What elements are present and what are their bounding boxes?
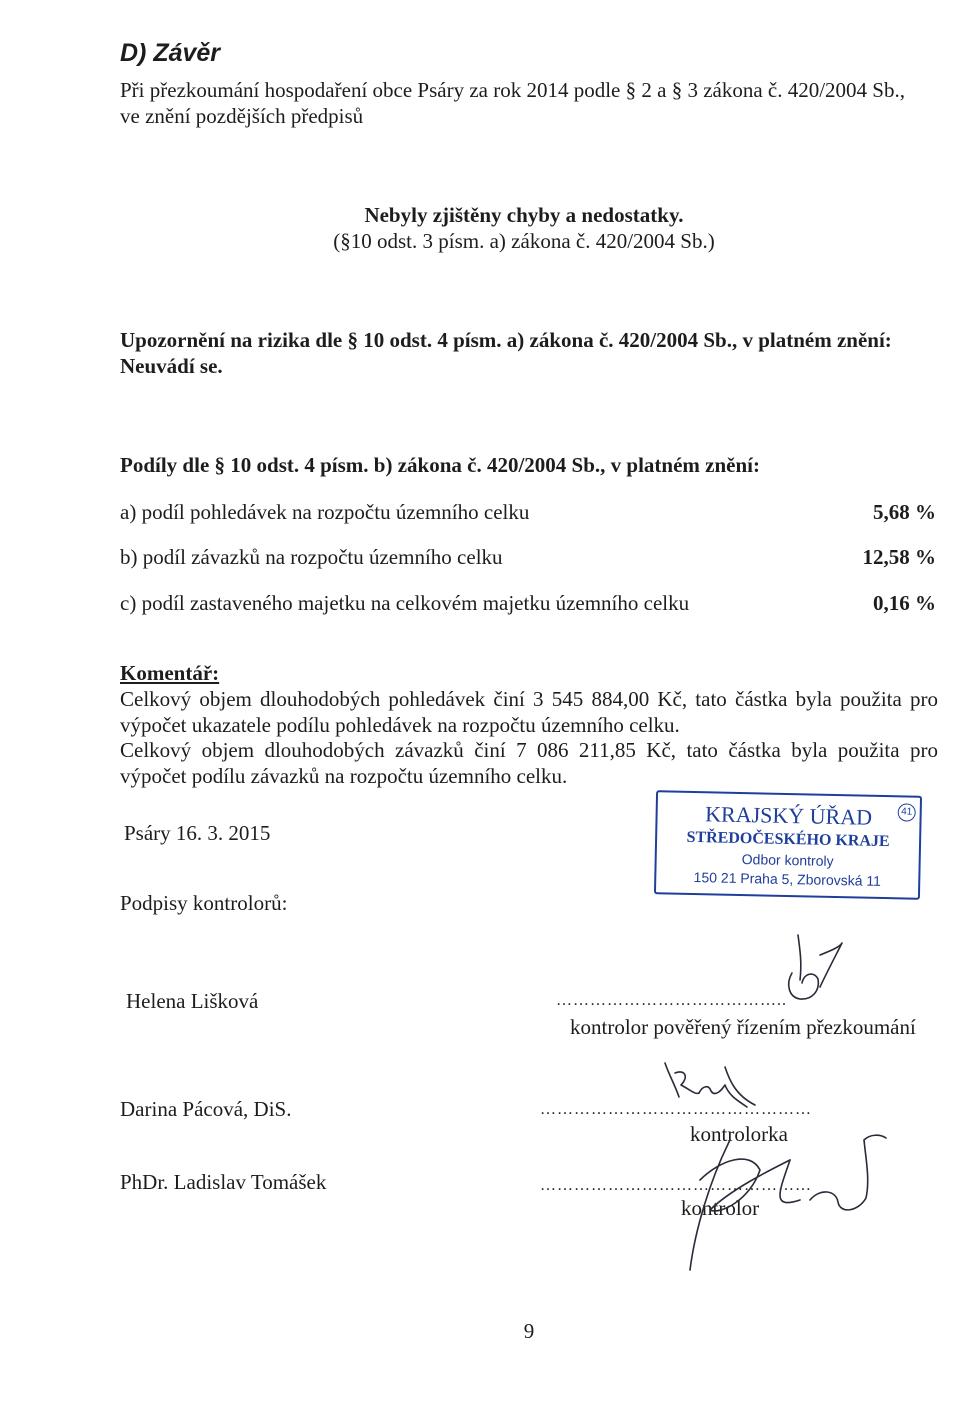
stamp-line-1: KRAJSKÝ ÚŘAD xyxy=(704,801,873,830)
result-line-1: Nebyly zjištěny chyby a nedostatky. xyxy=(364,203,684,227)
intro-line-1: Při přezkoumání hospodaření obce Psáry za rok 2014 podle § 2 a § 3 zákona č. 420/2004 Sb., xyxy=(120,78,905,102)
place-date: Psáry 16. 3. 2015 xyxy=(124,821,271,845)
share-value-a: 5,68 % xyxy=(873,500,936,524)
risks-line-1: Upozornění na rizika dle § 10 odst. 4 písm. a) zákona č. 420/2004 Sb., v platném znění: xyxy=(120,328,892,352)
share-label-c: c) podíl zastaveného majetku na celkovém majetku územního celku xyxy=(120,591,690,615)
signature-tomasek xyxy=(640,1120,890,1280)
signatory-name-3: PhDr. Ladislav Tomášek xyxy=(120,1170,327,1194)
comment-line-3: Celkový objem dlouhodobých závazků činí 7 086 211,85 Kč, tato částka byla použita pro xyxy=(120,738,938,762)
signature-liskova xyxy=(770,925,860,1015)
intro-line-2: ve znění pozdějších předpisů xyxy=(120,104,364,128)
section-heading: D) Závěr xyxy=(120,39,221,67)
share-value-c: 0,16 % xyxy=(873,591,936,615)
office-stamp xyxy=(654,790,922,900)
stamp-line-4: 150 21 Praha 5, Zborovská 11 xyxy=(693,869,882,889)
risks-line-2: Neuvádí se. xyxy=(120,354,223,378)
share-label-a: a) podíl pohledávek na rozpočtu územního celku xyxy=(120,500,530,524)
page-number: 9 xyxy=(523,1319,535,1343)
stamp-number: 41 xyxy=(898,803,916,821)
signatory-name-1: Helena Lišková xyxy=(126,989,259,1013)
stamp-line-2: STŘEDOČESKÉHO KRAJE xyxy=(686,828,890,851)
signature-dots-1: ………………………………….. xyxy=(556,992,787,1009)
signature-dots-3: ………………………………………… xyxy=(540,1177,812,1194)
signatory-role-1: kontrolor pověřený řízením přezkoumání xyxy=(570,1015,916,1039)
comment-line-1: Celkový objem dlouhodobých pohledávek činí 3 545 884,00 Kč, tato částka byla použita pro xyxy=(120,687,938,711)
signatory-role-2: kontrolorka xyxy=(690,1122,788,1146)
signatures-label: Podpisy kontrolorů: xyxy=(120,891,288,915)
stamp-line-3: Odbor kontroly xyxy=(741,851,834,869)
signature-pacova xyxy=(655,1055,765,1115)
signature-dots-2: ………………………………………… xyxy=(540,1101,812,1118)
comment-title: Komentář: xyxy=(120,661,220,685)
comment-line-2: výpočet ukazatele podílu pohledávek na rozpočtu územního celku. xyxy=(120,713,680,737)
share-value-b: 12,58 % xyxy=(862,545,936,569)
comment-line-4: výpočet podílu závazků na rozpočtu územního celku. xyxy=(120,764,568,788)
share-label-b: b) podíl závazků na rozpočtu územního celku xyxy=(120,545,503,569)
signatory-role-3: kontrolor xyxy=(681,1196,760,1220)
result-line-2: (§10 odst. 3 písm. a) zákona č. 420/2004 Sb.) xyxy=(333,229,715,253)
shares-title: Podíly dle § 10 odst. 4 písm. b) zákona č. 420/2004 Sb., v platném znění: xyxy=(120,453,760,477)
signatory-name-2: Darina Pácová, DiS. xyxy=(120,1097,292,1121)
